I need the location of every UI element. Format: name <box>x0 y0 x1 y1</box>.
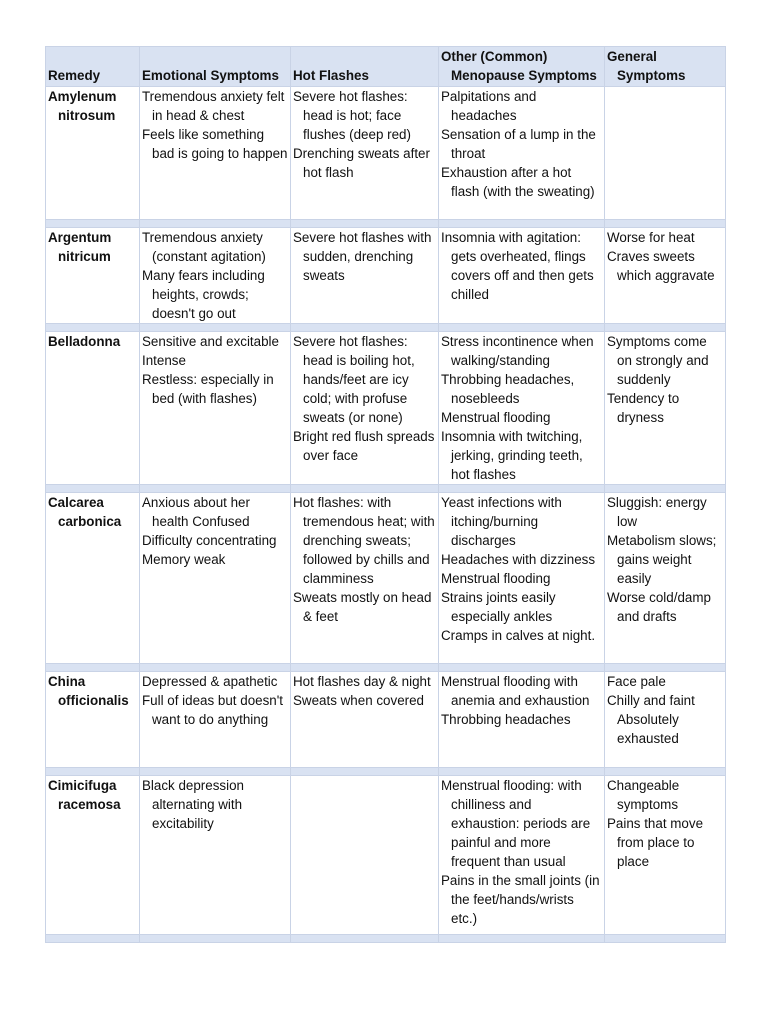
table-row <box>46 776 726 935</box>
row-separator <box>46 935 726 943</box>
remedy-name: Cimicifuga racemosa <box>48 778 121 812</box>
separator-cell <box>291 768 439 776</box>
header-general-line2: Symptoms <box>617 68 686 83</box>
symptom-line: Menstrual flooding <box>441 410 551 425</box>
general-symptoms-cell <box>605 776 726 935</box>
separator-cell <box>291 485 439 493</box>
symptom-line: Restless: especially in bed (with flashes) <box>142 372 274 406</box>
general-symptoms-cell <box>605 87 726 220</box>
table-row <box>46 87 726 220</box>
general-symptoms-cell <box>605 672 726 768</box>
symptom-line: Strains joints easily especially ankles <box>441 590 556 624</box>
other-symptoms-cell <box>439 332 605 485</box>
symptom-line: Black depression alternating with excitability <box>142 778 244 831</box>
separator-cell <box>46 768 140 776</box>
separator-cell <box>291 664 439 672</box>
table-row <box>46 332 726 485</box>
separator-cell <box>605 664 726 672</box>
separator-cell <box>140 220 291 228</box>
symptom-line: Chilly and faint Absolutely exhausted <box>607 693 695 746</box>
emotional-symptoms-cell <box>140 332 291 485</box>
table-row <box>46 493 726 664</box>
symptom-line: Face pale <box>607 674 666 689</box>
symptom-line: Metabolism slows; gains weight easily <box>607 533 717 586</box>
symptom-line: Exhaustion after a hot flash (with the sweating) <box>441 165 595 199</box>
header-other-line1: Other (Common) <box>441 49 548 64</box>
symptom-line: Severe hot flashes with sudden, drenching sweats <box>293 230 432 283</box>
remedy-cell <box>46 228 140 324</box>
header-general-symptoms <box>605 47 726 87</box>
separator-cell <box>140 664 291 672</box>
row-separator <box>46 324 726 332</box>
symptom-line: Severe hot flashes: head is boiling hot, hands/feet are icy cold; with profuse sweats (or none) <box>293 334 415 425</box>
symptom-line: Yeast infections with itching/burning discharges <box>441 495 562 548</box>
symptom-line: Bright red flush spreads over face <box>293 429 435 463</box>
symptom-line: Full of ideas but doesn't want to do anything <box>142 693 284 727</box>
table-header <box>46 47 726 87</box>
symptom-line: Intense <box>142 353 186 368</box>
symptom-line: Feels like something bad is going to happen <box>142 127 288 161</box>
hot-flashes-cell <box>291 332 439 485</box>
separator-cell <box>46 485 140 493</box>
separator-cell <box>605 935 726 943</box>
remedy-name: Amylenum nitrosum <box>48 89 117 123</box>
separator-cell <box>140 935 291 943</box>
symptom-line: Sensitive and excitable <box>142 334 279 349</box>
separator-cell <box>291 220 439 228</box>
symptom-line: Sweats mostly on head & feet <box>293 590 432 624</box>
symptom-line: Hot flashes day & night <box>293 674 431 689</box>
separator-cell <box>605 768 726 776</box>
remedy-cell <box>46 672 140 768</box>
emotional-symptoms-cell <box>140 87 291 220</box>
symptom-line: Many fears including heights, crowds; doesn't go out <box>142 268 265 321</box>
separator-cell <box>46 664 140 672</box>
separator-cell <box>439 935 605 943</box>
symptom-line: Tremendous anxiety felt in head & chest <box>142 89 285 123</box>
general-symptoms-cell <box>605 493 726 664</box>
symptom-line: Pains that move from place to place <box>607 816 704 869</box>
general-symptoms-cell <box>605 332 726 485</box>
remedy-name: Calcarea carbonica <box>48 495 122 529</box>
hot-flashes-cell <box>291 776 439 935</box>
hot-flashes-cell <box>291 87 439 220</box>
general-symptoms-cell <box>605 228 726 324</box>
separator-cell <box>439 485 605 493</box>
symptom-line: Changeable symptoms <box>607 778 680 812</box>
emotional-symptoms-cell <box>140 493 291 664</box>
table-row <box>46 672 726 768</box>
header-remedy: Remedy <box>46 47 140 87</box>
separator-cell <box>140 485 291 493</box>
emotional-symptoms-cell <box>140 672 291 768</box>
header-row <box>46 47 726 87</box>
emotional-symptoms-cell <box>140 776 291 935</box>
separator-cell <box>439 220 605 228</box>
remedy-cell <box>46 493 140 664</box>
symptom-line: Throbbing headaches <box>441 712 571 727</box>
separator-cell <box>605 324 726 332</box>
symptom-line: Memory weak <box>142 552 226 567</box>
separator-cell <box>439 768 605 776</box>
row-separator <box>46 220 726 228</box>
symptom-line: Worse cold/damp and drafts <box>607 590 711 624</box>
separator-cell <box>291 324 439 332</box>
remedy-cell <box>46 776 140 935</box>
separator-cell <box>605 485 726 493</box>
header-other-menopause-symptoms <box>439 47 605 87</box>
other-symptoms-cell <box>439 776 605 935</box>
separator-cell <box>605 220 726 228</box>
symptom-line: Palpitations and headaches <box>441 89 537 123</box>
separator-cell <box>46 220 140 228</box>
hot-flashes-cell <box>291 228 439 324</box>
other-symptoms-cell <box>439 493 605 664</box>
symptom-line: Depressed & apathetic <box>142 674 278 689</box>
symptom-line: Sweats when covered <box>293 693 425 708</box>
header-general-line1: General <box>607 49 657 64</box>
separator-cell <box>140 768 291 776</box>
symptom-line: Hot flashes: with tremendous heat; with drenching sweats; followed by chills and clamminess <box>293 495 435 586</box>
symptom-line: Menstrual flooding: with chilliness and exhaustion: periods are painful and more frequent than usual <box>441 778 591 869</box>
separator-cell <box>140 324 291 332</box>
symptom-line: Difficulty concentrating <box>142 533 277 548</box>
symptom-line: Menstrual flooding with anemia and exhaustion <box>441 674 590 708</box>
separator-cell <box>46 935 140 943</box>
symptom-line: Drenching sweats after hot flash <box>293 146 430 180</box>
separator-cell <box>291 935 439 943</box>
other-symptoms-cell <box>439 87 605 220</box>
symptom-line: Headaches with dizziness <box>441 552 596 567</box>
header-hot-flashes: Hot Flashes <box>291 47 439 87</box>
table-row <box>46 228 726 324</box>
symptom-line: Pains in the small joints (in the feet/hands/wrists etc.) <box>441 873 600 926</box>
symptom-line: Sluggish: energy low <box>607 495 707 529</box>
hot-flashes-cell <box>291 672 439 768</box>
other-symptoms-cell <box>439 228 605 324</box>
symptom-line: Worse for heat <box>607 230 695 245</box>
remedy-name: Belladonna <box>48 334 121 349</box>
emotional-symptoms-cell <box>140 228 291 324</box>
symptom-line: Symptoms come on strongly and suddenly <box>607 334 709 387</box>
symptom-line: Insomnia with twitching, jerking, grinding teeth, hot flashes <box>441 429 583 482</box>
remedy-name: Argentum nitricum <box>48 230 112 264</box>
symptom-line: Tendency to dryness <box>607 391 680 425</box>
symptom-line: Menstrual flooding <box>441 571 551 586</box>
remedy-cell <box>46 332 140 485</box>
symptom-line: Insomnia with agitation: gets overheated, flings covers off and then gets chilled <box>441 230 594 302</box>
symptom-line: Severe hot flashes: head is hot; face flushes (deep red) <box>293 89 411 142</box>
symptom-line: Sensation of a lump in the throat <box>441 127 596 161</box>
remedy-cell <box>46 87 140 220</box>
symptom-line: Throbbing headaches, nosebleeds <box>441 372 575 406</box>
separator-cell <box>439 324 605 332</box>
row-separator <box>46 485 726 493</box>
row-separator <box>46 768 726 776</box>
symptom-line: Stress incontinence when walking/standing <box>441 334 594 368</box>
row-separator <box>46 664 726 672</box>
separator-cell <box>46 324 140 332</box>
header-emotional-symptoms: Emotional Symptoms <box>140 47 291 87</box>
symptom-line: Cramps in calves at night. <box>441 628 596 643</box>
remedy-name: China officionalis <box>48 674 129 708</box>
hot-flashes-cell <box>291 493 439 664</box>
separator-cell <box>439 664 605 672</box>
table-body <box>46 87 726 943</box>
symptom-line: Anxious about her health Confused <box>142 495 250 529</box>
header-other-line2: Menopause Symptoms <box>451 68 597 83</box>
symptom-line: Tremendous anxiety (constant agitation) <box>142 230 266 264</box>
remedy-table <box>45 46 726 943</box>
symptom-line: Craves sweets which aggravate <box>607 249 715 283</box>
other-symptoms-cell <box>439 672 605 768</box>
